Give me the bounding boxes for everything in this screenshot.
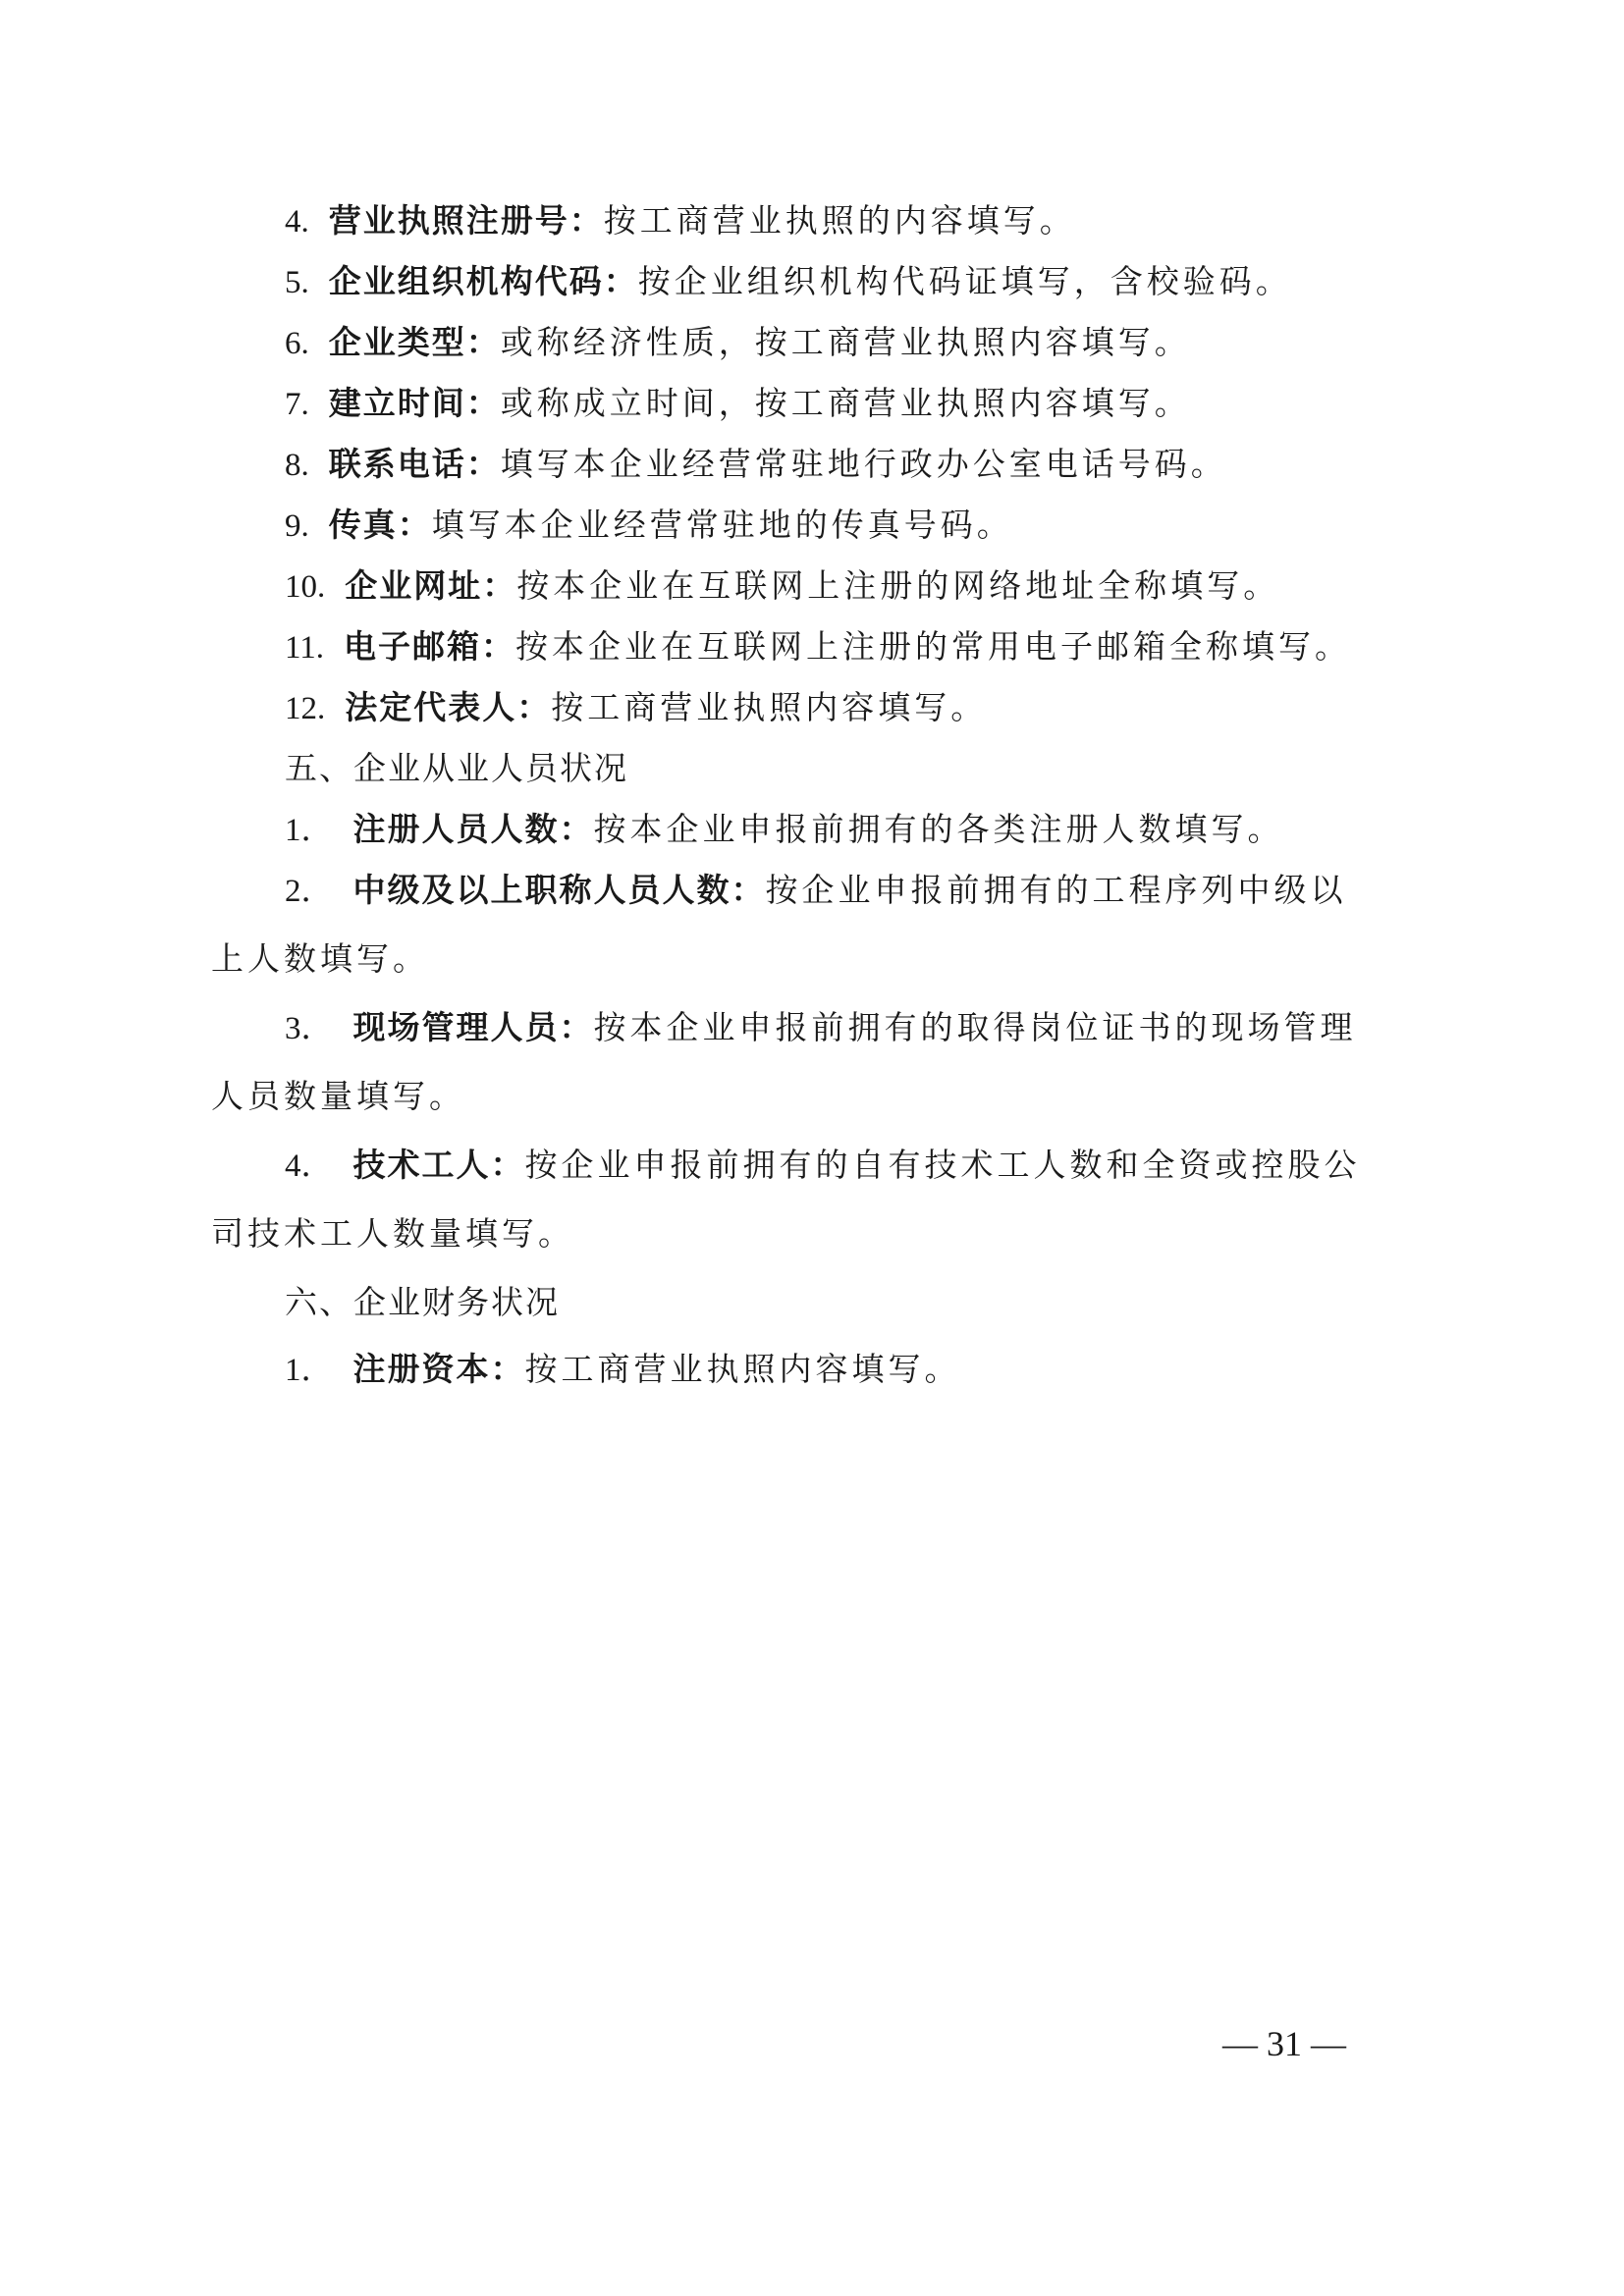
item-term: 法定代表人：	[345, 688, 552, 726]
item-enterprise-type	[285, 321, 1191, 365]
item-term: 建立时间：	[328, 384, 501, 422]
item-number: 9.	[285, 508, 309, 544]
item-number: 4.	[285, 204, 309, 240]
item-term: 技术工人：	[352, 1146, 525, 1184]
item-description: 按企业申报前拥有的自有技术工人数和全资或控股公	[524, 1146, 1361, 1184]
item-number: 6.	[285, 326, 309, 361]
item-number: 8.	[285, 448, 309, 483]
item-term: 中级及以上职称人员人数：	[352, 871, 766, 909]
item-term: 传真：	[328, 506, 432, 544]
item-email	[285, 625, 1351, 669]
item-description: 或称经济性质，按工商营业执照内容填写。	[500, 323, 1191, 361]
item-term: 现场管理人员：	[352, 1008, 594, 1046]
item-number: 7.	[285, 387, 309, 422]
item-description: 按本企业在互联网上注册的网络地址全称填写。	[516, 566, 1280, 605]
item-description: 按企业申报前拥有的工程序列中级以	[765, 871, 1347, 909]
item-legal-representative	[285, 686, 987, 730]
item-description: 按企业组织机构代码证填写，含校验码。	[637, 262, 1292, 300]
item-description: 填写本企业经营常驻地行政办公室电话号码。	[500, 445, 1227, 483]
item-organization-code	[285, 260, 1292, 304]
item-establishment-date	[285, 382, 1191, 426]
item-description: 或称成立时间，按工商营业执照内容填写。	[500, 384, 1191, 422]
item-description: 按工商营业执照内容填写。	[524, 1350, 961, 1388]
item-number: 3．	[285, 1011, 334, 1046]
item-mid-level-titles	[285, 869, 1347, 913]
item-site-managers-continued: 人员数量填写。	[211, 1077, 465, 1115]
item-contact-phone	[285, 443, 1227, 487]
item-technical-workers	[285, 1144, 1361, 1188]
item-technical-workers-continued: 司技术工人数量填写。	[211, 1214, 574, 1253]
section-heading-finance: 六、企业财务状况	[285, 1283, 560, 1321]
item-term: 企业组织机构代码：	[328, 262, 638, 300]
item-description: 填写本企业经营常驻地的传真号码。	[431, 506, 1013, 544]
item-number: 2．	[285, 874, 334, 909]
item-term: 企业类型：	[328, 323, 501, 361]
item-description: 按工商营业执照内容填写。	[551, 688, 988, 726]
item-description: 按本企业在互联网上注册的常用电子邮箱全称填写。	[515, 627, 1352, 666]
item-description: 按本企业申报前拥有的取得岗位证书的现场管理	[593, 1008, 1357, 1046]
item-registered-capital	[285, 1348, 961, 1392]
item-term: 联系电话：	[328, 445, 501, 483]
item-number: 11.	[285, 630, 325, 666]
item-term: 注册资本：	[352, 1350, 525, 1388]
item-term: 注册人员人数：	[352, 810, 594, 848]
page-number: — 31 —	[1222, 2024, 1346, 2063]
item-number: 5.	[285, 265, 309, 300]
item-fax	[285, 504, 1013, 548]
item-mid-level-titles-continued: 上人数填写。	[211, 939, 429, 978]
item-number: 12.	[285, 691, 326, 726]
item-term: 营业执照注册号：	[328, 201, 604, 240]
section-heading-personnel: 五、企业从业人员状况	[285, 749, 628, 787]
item-description: 按本企业申报前拥有的各类注册人数填写。	[593, 810, 1284, 848]
item-number: 1．	[285, 1353, 334, 1388]
item-term: 电子邮箱：	[344, 627, 516, 666]
item-number: 4．	[285, 1148, 334, 1184]
item-term: 企业网址：	[345, 566, 517, 605]
item-business-license-number	[285, 199, 1076, 243]
item-registered-personnel	[285, 808, 1284, 852]
item-website	[285, 564, 1279, 609]
item-number: 10.	[285, 569, 326, 605]
item-site-managers	[285, 1006, 1357, 1050]
item-number: 1．	[285, 813, 334, 848]
item-description: 按工商营业执照的内容填写。	[603, 201, 1076, 240]
